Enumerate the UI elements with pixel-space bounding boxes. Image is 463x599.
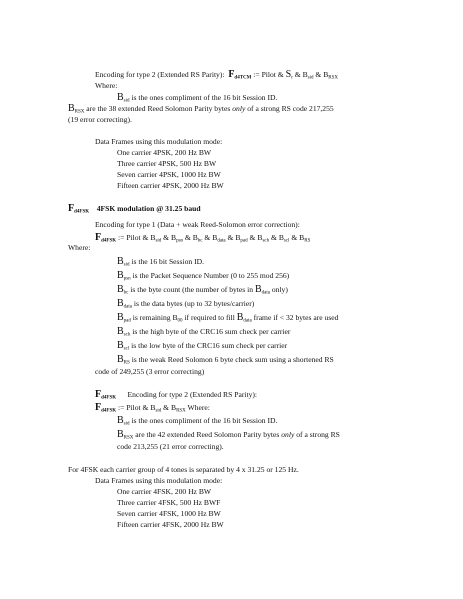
list-item: Three carrier 4PSK, 500 Hz BW	[117, 159, 217, 168]
data-frames-header: Data Frames using this modulation mode:	[95, 137, 223, 146]
list-item: One carrier 4PSK, 200 Hz BW	[117, 148, 212, 157]
section-heading: $F_{d4FSK}$ 4FSK modulation @ 31.25 baud	[68, 203, 201, 215]
definition-data: $B_{data}$ is the data bytes (up to 32 bytes/carrier)	[117, 298, 255, 310]
brsx-definition-cont: (19 error correcting).	[68, 115, 132, 124]
type2-intro: Encoding for type 2 (Extended RS Parity): $F_{d4TCM}$ := Pilot & $S_r$ & $B_{sid}$ & $B_{RSX}$	[95, 69, 338, 81]
type2-fsk-intro: $F_{d4FSK}$ Encoding for type 2 (Extended RS Parity):	[95, 389, 258, 401]
definition-rs: $B_{RS}$ is the weak Reed Solomon 6 byte check sum using a shortened RS	[117, 354, 334, 366]
where-label: Where:	[95, 81, 118, 90]
type2-formula: $F_{d4TCM}$ := Pilot & $S_r$ & $B_{sid}$ & $B_{RSX}$	[228, 69, 338, 81]
list-item: One carrier 4FSK, 200 Hz BW	[117, 487, 212, 496]
brsx-definition: $B_{RSX}$ are the 38 extended Reed Solomon Parity bytes only of a strong RS code 217,255	[68, 103, 334, 115]
list-item: Seven carrier 4FSK, 1000 Hz BW	[117, 509, 221, 518]
brsx-definition-cont: code 213,255 (21 error correcting).	[117, 442, 224, 451]
type2-fsk-formula: $F_{d4FSK}$ := Pilot & $B_{sid}$ & $B_{RSX}$ Where:	[95, 402, 210, 414]
definition-scl: $B_{scl}$ is the low byte of the CRC16 sum check per carrier	[117, 340, 288, 352]
type1-intro: Encoding for type 1 (Data + weak Reed-Solomon error correction):	[95, 220, 300, 229]
definition-sch: $B_{sch}$ is the high byte of the CRC16 sum check per carrier	[117, 326, 291, 338]
list-item: Three carrier 4FSK, 500 Hz BWF	[117, 498, 221, 507]
data-frames-header: Data Frames using this modulation mode:	[95, 476, 223, 485]
list-item: Seven carrier 4PSK, 1000 Hz BW	[117, 170, 221, 179]
definition-rs-cont: code of 249,255 (3 error correcting)	[95, 367, 205, 376]
where-label: Where:	[68, 243, 91, 252]
separation-note: For 4FSK each carrier group of 4 tones is separated by 4 x 31.25 or 125 Hz.	[68, 465, 299, 474]
definition-bc: $B_{bc}$ is the byte count (the number of bytes in $B_{data}$ only)	[117, 284, 288, 296]
definition-pad: $B_{pad}$ is remaining $B_{00}$ if required to fill $B_{data}$ frame if < 32 bytes are used	[117, 312, 339, 324]
brsx-definition: $B_{RSX}$ are the 42 extended Reed Solomon Parity bytes only of a strong RS	[117, 429, 340, 441]
definition-psn: $B_{psn}$ is the Packet Sequence Number (0 to 255 mod 256)	[117, 270, 290, 282]
bsid-definition: $B_{sid}$ is the ones compliment of the 16 bit Session ID.	[117, 92, 278, 104]
type1-formula: $F_{d4FSK}$ := Pilot & $B_{sid}$ & $B_{psn}$ & $B_{bc}$ & $B_{data}$ & $B_{pad}$ & $B_{sch}$ & $B_{scl}$ & $B_{RS}$	[95, 232, 311, 244]
list-item: Fifteen carrier 4PSK, 2000 Hz BW	[117, 181, 224, 190]
definition-sid: $B_{sid}$ is the 16 bit Session ID.	[117, 256, 204, 268]
list-item: Fifteen carrier 4FSK, 2000 Hz BW	[117, 520, 224, 529]
bsid-definition: $B_{sid}$ is the ones compliment of the 16 bit Session ID.	[117, 415, 278, 427]
